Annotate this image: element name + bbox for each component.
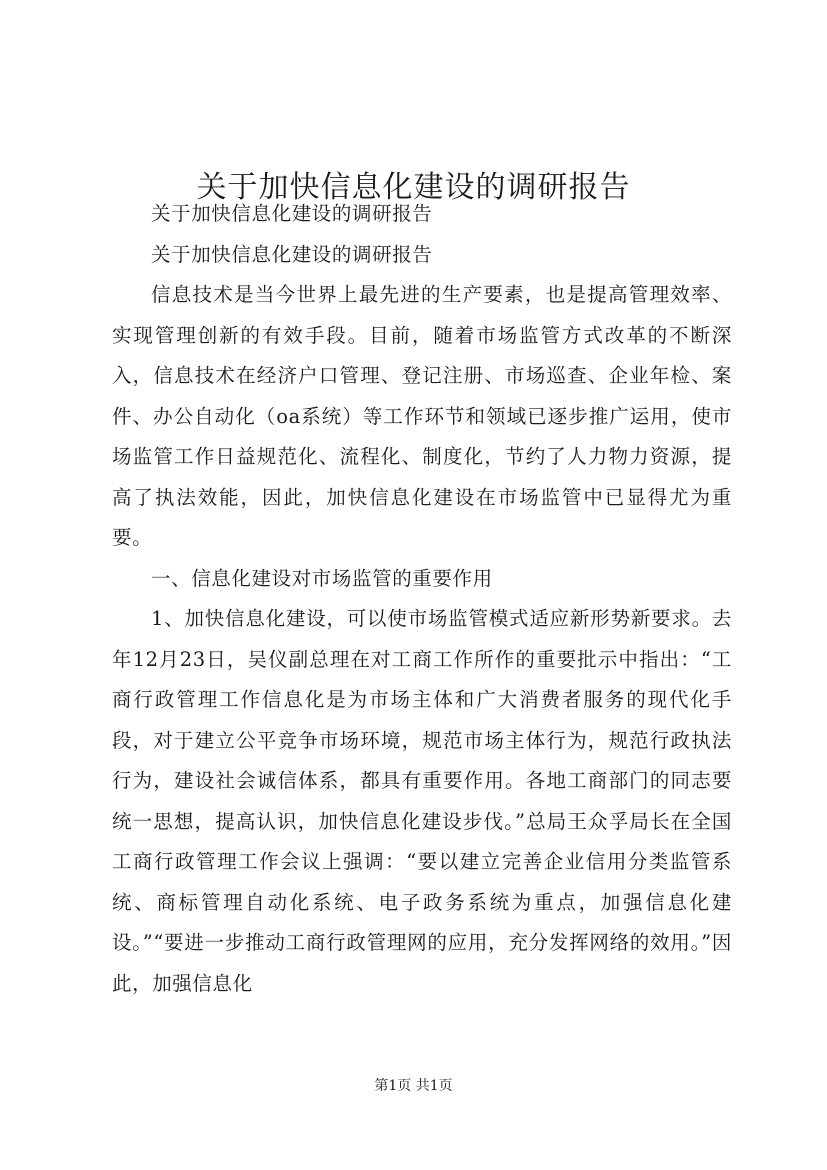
- document-title: 关于加快信息化建设的调研报告: [196, 170, 631, 206]
- section-heading: 一、信息化建设对市场监管的重要作用: [151, 566, 493, 590]
- paragraph: 关于加快信息化建设的调研报告: [151, 242, 433, 266]
- document-body: [112, 194, 732, 1004]
- paragraph: 1、加快信息化建设，可以使市场监管模式适应新形势新要求。去年12月23日，吴仪副总理在对工商工作所作的重要批示中指出：“工商行政管理工作信息化是为市场主体和广大消费者服务的现代化手段，对于建立公平竞争市场环境，规范市场主体行为，规范行政执法行为，建设社会诚信体系，都具有重要作用。各地工商部门的同志要统一思想，提高认识，加快信息化建设步伐。”总局王众孚局长在全国工商行政管理工作会议上强调：“要以建立完善企业信用分类监管系统、商标管理自动化系统、电子政务系统为重点，加强信息化建设。”“要进一步推动工商行政管理网的应用，充分发挥网络的效用。”因此，加强信息化: [112, 607, 732, 995]
- paragraph: 关于加快信息化建设的调研报告: [151, 202, 433, 225]
- page-footer: 第1页 共1页: [374, 1078, 453, 1094]
- paragraph: 信息技术是当今世界上最先进的生产要素，也是提高管理效率、实现管理创新的有效手段。目前，随着市场监管方式改革的不断深入，信息技术在经济户口管理、登记注册、市场巡查、企业年检、案件、办公自动化（oa系统）等工作环节和领域已逐步推广运用，使市场监管工作日益规范化、流程化、制度化，节约了人力物力资源，提高了执法效能，因此，加快信息化建设在市场监管中已显得尤为重要。: [112, 283, 732, 549]
